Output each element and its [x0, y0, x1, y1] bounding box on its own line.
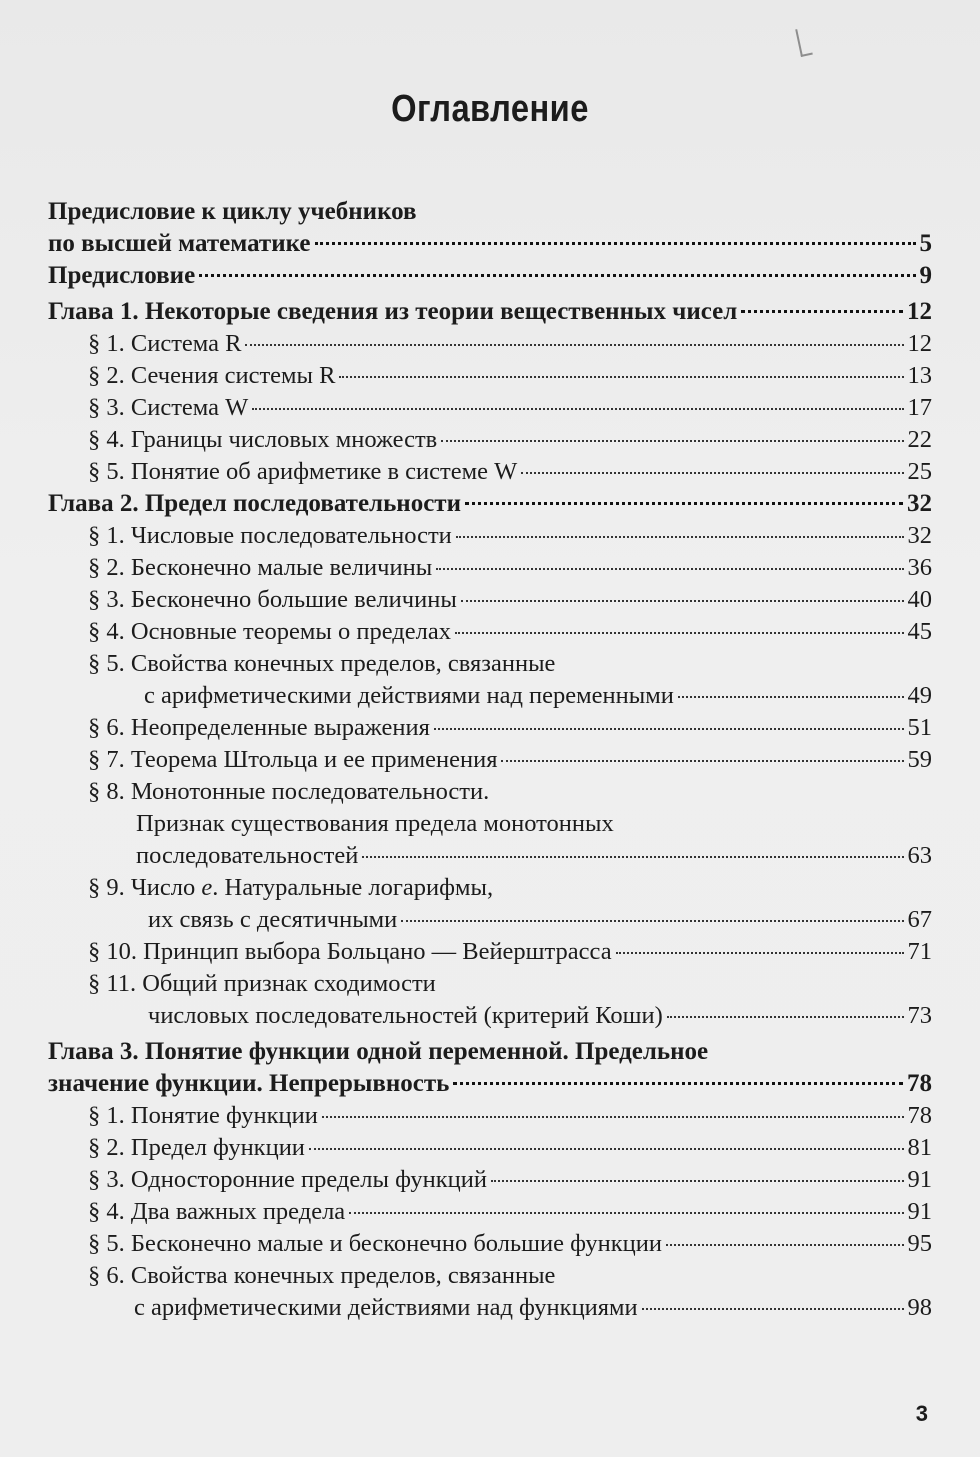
- toc-page-number: 67: [907, 906, 932, 933]
- toc-page-number: 63: [907, 842, 932, 869]
- toc-section-title-line: § 5. Свойства конечных пределов, связанные: [88, 650, 556, 677]
- toc-page-number: 73: [907, 1002, 932, 1029]
- dot-leader: [436, 568, 903, 570]
- dot-leader: [322, 1116, 904, 1118]
- toc-section-title: § 1. Числовые последовательности: [88, 522, 452, 549]
- toc-section-title: § 1. Система R: [88, 330, 242, 357]
- toc-section-title-line: § 8. Монотонные последовательности.: [88, 778, 490, 805]
- toc-section-title-line: с арифметическими действиями над переменными: [144, 682, 674, 709]
- toc-section[interactable]: [48, 584, 932, 616]
- toc-section-title: § 6. Неопределенные выражения: [88, 714, 430, 741]
- toc-section-title: § 2. Бесконечно малые величины: [88, 554, 433, 581]
- toc-page-number: 51: [907, 714, 932, 741]
- toc-section-title: § 4. Основные теоремы о пределах: [88, 618, 451, 645]
- toc-chapter-3[interactable]: [48, 1036, 932, 1100]
- toc-page-number: 98: [907, 1294, 932, 1321]
- dot-leader: [362, 856, 903, 858]
- pencil-mark: [795, 27, 813, 57]
- dot-leader: [401, 920, 903, 922]
- toc-section[interactable]: [48, 424, 932, 456]
- dot-leader: [309, 1148, 904, 1150]
- page-title: Оглавление: [391, 88, 589, 130]
- toc-section-title-line: их связь с десятичными: [148, 906, 398, 933]
- toc-entry-preface-cycle[interactable]: [48, 196, 932, 260]
- toc-section-title: § 7. Теорема Штольца и ее применения: [88, 746, 498, 773]
- toc-section-title-line: последовательностей: [136, 842, 359, 869]
- page-number: 3: [915, 1401, 928, 1426]
- toc-section-title-line: § 6. Свойства конечных пределов, связанные: [88, 1262, 556, 1289]
- toc-section-title: § 3. Односторонние пределы функций: [88, 1166, 487, 1193]
- dot-leader: [741, 310, 903, 313]
- dot-leader: [252, 408, 903, 410]
- toc-page-number: 49: [907, 682, 932, 709]
- toc-section-title-line: § 11. Общий признак сходимости: [88, 970, 436, 997]
- toc-page-number: 32: [907, 490, 932, 517]
- dot-leader: [441, 440, 903, 442]
- toc-section[interactable]: [48, 744, 932, 776]
- toc-entry-title-line: по высшей математике: [48, 230, 311, 257]
- dot-leader: [315, 242, 916, 245]
- toc-page-number: 32: [907, 522, 932, 549]
- toc-page-number: 13: [907, 362, 932, 389]
- toc-chapter-title: Глава 2. Предел последовательности: [48, 490, 461, 517]
- toc-entry-preface[interactable]: [48, 260, 932, 292]
- toc-section-title: § 3. Система W: [88, 394, 249, 421]
- toc-page-number: 9: [919, 262, 932, 289]
- toc-section-title: § 2. Сечения системы R: [88, 362, 336, 389]
- toc-page-number: 17: [907, 394, 932, 421]
- toc-section[interactable]: [48, 968, 932, 1032]
- toc-section-title: § 5. Понятие об арифметике в системе W: [88, 458, 518, 485]
- dot-leader: [434, 728, 904, 730]
- toc-section-title-line: числовых последовательностей (критерий Коши): [148, 1002, 663, 1029]
- dot-leader: [491, 1180, 904, 1182]
- dot-leader: [521, 472, 903, 474]
- toc-section[interactable]: [48, 936, 932, 968]
- toc-section[interactable]: [48, 616, 932, 648]
- toc-section[interactable]: [48, 552, 932, 584]
- toc-page-number: 59: [907, 746, 932, 773]
- dot-leader: [678, 696, 904, 698]
- toc-page-number: 91: [907, 1198, 932, 1225]
- toc-section[interactable]: [48, 712, 932, 744]
- dot-leader: [667, 1016, 904, 1018]
- toc-section[interactable]: [48, 1196, 932, 1228]
- toc-page-number: 40: [907, 586, 932, 613]
- table-of-contents: [48, 196, 932, 1324]
- toc-section-title: § 1. Понятие функции: [88, 1102, 318, 1129]
- toc-section-title-line: [88, 872, 932, 904]
- toc-section[interactable]: [48, 776, 932, 872]
- toc-chapter-2[interactable]: [48, 488, 932, 520]
- toc-section-title: § 2. Предел функции: [88, 1134, 305, 1161]
- toc-chapter-title: Глава 1. Некоторые сведения из теории вещественных чисел: [48, 298, 738, 325]
- toc-chapter-title-line: значение функции. Непрерывность: [48, 1070, 450, 1097]
- toc-section[interactable]: [48, 328, 932, 360]
- toc-section[interactable]: [48, 872, 932, 936]
- toc-section[interactable]: [48, 456, 932, 488]
- toc-section-title: § 5. Бесконечно малые и бесконечно большие функции: [88, 1230, 662, 1257]
- toc-page-number: 12: [907, 298, 932, 325]
- toc-page-number: 5: [919, 230, 932, 257]
- toc-page-number: 45: [907, 618, 932, 645]
- dot-leader: [461, 600, 904, 602]
- toc-page-number: 91: [907, 1166, 932, 1193]
- toc-section-title: § 3. Бесконечно большие величины: [88, 586, 457, 613]
- toc-section[interactable]: [48, 360, 932, 392]
- dot-leader: [501, 760, 903, 762]
- toc-section-title: § 4. Два важных предела: [88, 1198, 346, 1225]
- toc-section[interactable]: [48, 520, 932, 552]
- toc-section[interactable]: [48, 392, 932, 424]
- toc-section-title: § 4. Границы числовых множеств: [88, 426, 438, 453]
- toc-page-number: 36: [907, 554, 932, 581]
- toc-page-number: 71: [907, 938, 932, 965]
- dot-leader: [642, 1308, 904, 1310]
- toc-page-number: 22: [907, 426, 932, 453]
- toc-section[interactable]: [48, 1164, 932, 1196]
- toc-page-number: 25: [907, 458, 932, 485]
- toc-section[interactable]: [48, 1100, 932, 1132]
- dot-leader: [199, 274, 915, 277]
- dot-leader: [339, 376, 903, 378]
- toc-section-title-line: с арифметическими действиями над функциями: [134, 1294, 638, 1321]
- toc-chapter-title-line: Глава 3. Понятие функции одной переменной. Предельное: [48, 1038, 709, 1065]
- dot-leader: [455, 632, 904, 634]
- toc-section[interactable]: [48, 1228, 932, 1260]
- dot-leader: [349, 1212, 903, 1214]
- toc-section[interactable]: [48, 648, 932, 712]
- toc-entry-title: Предисловие: [48, 262, 196, 289]
- toc-page-number: 78: [907, 1070, 932, 1097]
- dot-leader: [616, 952, 904, 954]
- toc-section-title-prefix: § 9. Число: [88, 874, 202, 901]
- toc-page-number: 78: [907, 1102, 932, 1129]
- dot-leader: [456, 536, 904, 538]
- toc-section-title-line: Признак существования предела монотонных: [136, 810, 614, 837]
- math-variable-e: e: [201, 874, 213, 901]
- toc-section[interactable]: [48, 1260, 932, 1324]
- dot-leader: [245, 344, 903, 346]
- toc-page-number: 95: [907, 1230, 932, 1257]
- toc-section[interactable]: [48, 1132, 932, 1164]
- toc-section-title-suffix: . Натуральные логарифмы,: [212, 874, 494, 901]
- toc-page-number: 12: [907, 330, 932, 357]
- toc-section-title: § 10. Принцип выбора Больцано — Вейерштрасса: [88, 938, 612, 965]
- dot-leader: [453, 1082, 903, 1085]
- dot-leader: [465, 502, 903, 505]
- toc-chapter-1[interactable]: [48, 296, 932, 328]
- dot-leader: [666, 1244, 904, 1246]
- toc-entry-title-line: Предисловие к циклу учебников: [48, 198, 417, 225]
- toc-page-number: 81: [907, 1134, 932, 1161]
